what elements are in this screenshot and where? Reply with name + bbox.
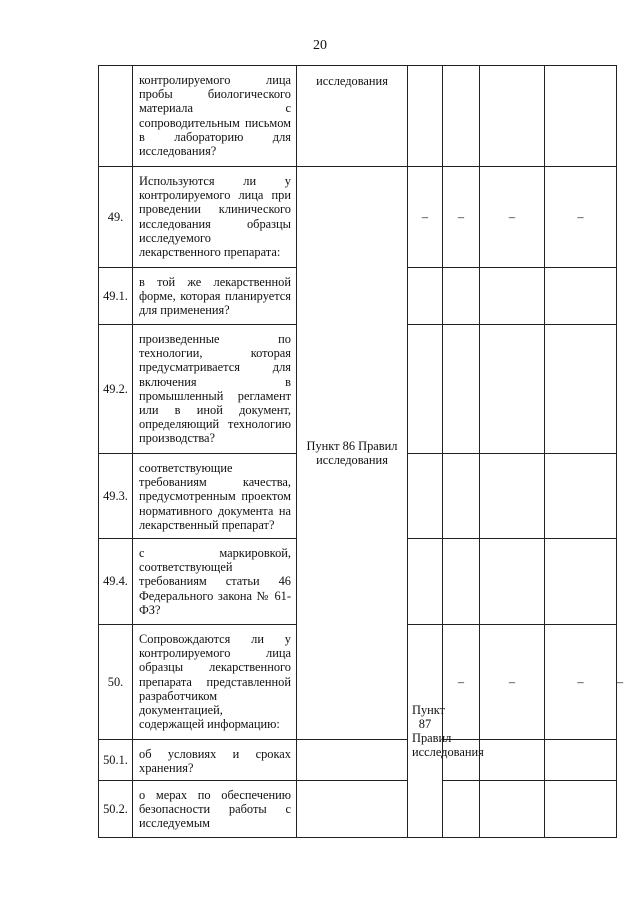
answer-yes-cell[interactable] (408, 539, 443, 625)
answer-yes-cell[interactable]: – (408, 167, 443, 268)
answer-na-cell[interactable] (480, 268, 545, 325)
item-number: 50. (99, 625, 133, 740)
question-text: соответствующие требованиям качества, предусмотренным проектом нормативного документа на лекарственный препарат? (133, 454, 297, 539)
answer-no-cell[interactable] (443, 66, 480, 167)
question-text: с маркировкой, соответствующей требованиям статьи 46 Федерального закона № 61-ФЗ? (133, 539, 297, 625)
remarks-cell[interactable]: – (545, 167, 617, 268)
question-text: произведенные по технологии, которая предусматривается для включения в промышленный регламент или в иной документ, определяющий технологию производства? (133, 325, 297, 454)
answer-na-cell[interactable]: – (480, 167, 545, 268)
item-number: 50.2. (99, 781, 133, 838)
checklist-table (98, 65, 624, 838)
answer-na-cell[interactable] (480, 740, 545, 781)
answer-no-cell[interactable] (443, 268, 480, 325)
answer-no-cell[interactable] (443, 539, 480, 625)
answer-yes-cell[interactable] (408, 325, 443, 454)
question-text: Сопровождаются ли у контролируемого лица образцы лекарственного препарата представленной разработчиком документацией, содержащей информацию: (133, 625, 297, 740)
question-text: о мерах по обеспечению безопасности работы с исследуемым (133, 781, 297, 838)
remarks-cell[interactable] (545, 325, 617, 454)
remarks-cell[interactable] (545, 740, 617, 781)
answer-yes-cell[interactable] (297, 740, 408, 781)
answer-no-cell[interactable]: – (443, 167, 480, 268)
answer-yes-cell[interactable] (297, 781, 408, 838)
answer-yes-cell[interactable] (408, 268, 443, 325)
item-number: 49.4. (99, 539, 133, 625)
item-number (99, 66, 133, 167)
table-row (99, 167, 617, 268)
answer-na-cell[interactable] (480, 781, 545, 838)
remarks-cell[interactable] (545, 781, 617, 838)
answer-no-cell[interactable] (443, 781, 480, 838)
table-row (99, 781, 617, 838)
answer-na-cell[interactable] (480, 66, 545, 167)
answer-na-cell[interactable] (480, 454, 545, 539)
answer-no-cell[interactable] (443, 325, 480, 454)
table-row (99, 66, 617, 167)
answer-na-cell[interactable] (480, 325, 545, 454)
answer-na-cell[interactable] (480, 539, 545, 625)
question-text: контролируемого лица пробы биологического материала с сопроводительным письмом в лабораторию для исследования? (133, 66, 297, 167)
answer-yes-cell[interactable]: – (443, 625, 480, 740)
item-number: 49.2. (99, 325, 133, 454)
answer-no-cell[interactable] (443, 454, 480, 539)
page-number: 20 (313, 38, 327, 53)
item-number: 50.1. (99, 740, 133, 781)
answer-no-cell[interactable]: – (480, 625, 545, 740)
remarks-cell[interactable] (545, 454, 617, 539)
requirement-basis: Пункт 87 Правил исследования (408, 625, 443, 838)
requirement-basis: исследования (297, 66, 408, 167)
requirement-basis: Пункт 86 Правил исследования (297, 167, 408, 740)
answer-yes-cell[interactable] (408, 66, 443, 167)
remarks-cell[interactable] (545, 268, 617, 325)
question-text: Используются ли у контролируемого лица при проведении клинического исследования образцы исследуемого лекарственного препарата: (133, 167, 297, 268)
question-text: в той же лекарственной форме, которая планируется для применения? (133, 268, 297, 325)
remarks-cell[interactable] (545, 539, 617, 625)
item-number: 49.1. (99, 268, 133, 325)
table-row: 50. Сопровождаются ли у контролируемого лица образцы лекарственного препарата представленной разработчиком документацией, содержащей информацию: Пункт 87 Правил исследования – – – – (99, 625, 617, 740)
item-number: 49.3. (99, 454, 133, 539)
question-text: об условиях и сроках хранения? (133, 740, 297, 781)
answer-yes-cell[interactable] (408, 454, 443, 539)
answer-na-cell[interactable]: – (545, 625, 617, 740)
remarks-cell[interactable] (545, 66, 617, 167)
table-row (99, 740, 617, 781)
item-number: 49. (99, 167, 133, 268)
